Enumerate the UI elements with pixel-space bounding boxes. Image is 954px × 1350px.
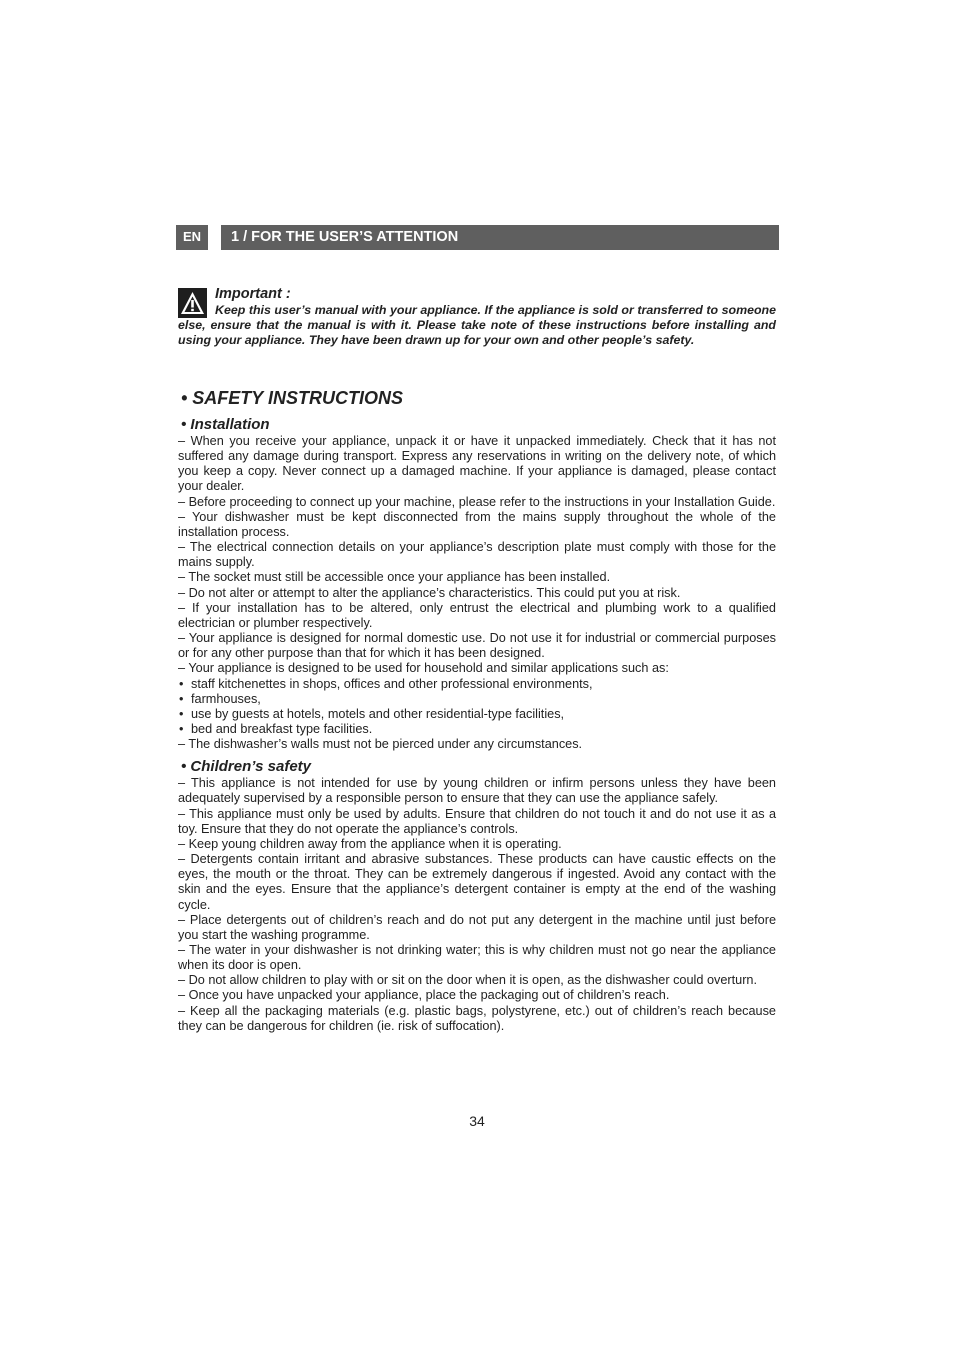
warning-triangle-icon (178, 288, 207, 318)
bullet-item: • use by guests at hotels, motels and other residential-type facilities, (178, 707, 776, 722)
children-paragraph: – This appliance must only be used by adults. Ensure that children do not touch it and do not use it as a toy. Ensure that they do not operate the appliance’s controls. (178, 806, 776, 836)
installation-paragraph: – When you receive your appliance, unpack it or have it unpacked immediately. Check that it has not suffered any damage during transport. Express any reservations in writing on the delivery note, of which you keep a copy. Never connect up a damaged machine. If your appliance is damaged, please contact your dealer. (178, 434, 776, 494)
installation-paragraph: – The electrical connection details on your appliance’s description plate must comply with those for the mains supply. (178, 540, 776, 570)
bullet-item: • staff kitchenettes in shops, offices and other professional environments, (178, 677, 776, 692)
installation-paragraph: – Do not alter or attempt to alter the appliance’s characteristics. This could put you at risk. (178, 585, 681, 600)
children-paragraph: – Detergents contain irritant and abrasive substances. These products can have caustic effects on the eyes, the mouth or the throat. They can be extremely dangerous if ingested. Avoid any contact with the skin and the eyes. Ensure that the appliance’s detergent container is empty at the end of the washing cycle. (178, 852, 776, 912)
children-paragraph: – Do not allow children to play with or sit on the door when it is open, as the dishwasher could overturn. (178, 973, 758, 988)
children-paragraph: – The water in your dishwasher is not drinking water; this is why children must not go near the appliance when its door is open. (178, 943, 776, 973)
section-title: 1 / FOR THE USER’S ATTENTION (221, 225, 779, 250)
bullet-item: • farmhouses, (178, 692, 776, 707)
installation-paragraph: – Your dishwasher must be kept disconnected from the mains supply throughout the whole of the installation process. (178, 509, 776, 539)
children-paragraph: – Place detergents out of children’s reach and do not put any detergent in the machine until just before you start the washing programme. (178, 912, 776, 942)
page-number: 34 (469, 1113, 485, 1129)
important-text: Keep this user’s manual with your appliance. If the appliance is sold or transferred to someone else, ensure that the manual is with it. Please take note of these instructions before installing and using your appliance. They have been drawn up for your own and other people’s safety. (178, 303, 776, 348)
safety-instructions (178, 386, 776, 1034)
children-paragraph: – Once you have unpacked your appliance, place the packaging out of children’s reach. (178, 988, 670, 1003)
installation-paragraph: – Your appliance is designed for normal domestic use. Do not use it for industrial or commercial purposes or for any other purpose than that for which it has been designed. (178, 631, 776, 661)
bullet-item: • bed and breakfast type facilities. (178, 722, 776, 737)
children-paragraph: – Keep all the packaging materials (e.g. plastic bags, polystyrene, etc.) out of children’s reach because they can be dangerous for children (ie. risk of suffocation). (178, 1003, 776, 1033)
installation-paragraph: – If your installation has to be altered, only entrust the electrical and plumbing work to a qualified electrician or plumber respectively. (178, 600, 776, 630)
installation-heading: • Installation (181, 416, 270, 433)
children-paragraph: – Keep young children away from the appliance when it is operating. (178, 836, 562, 851)
childrens-safety-heading: • Children’s safety (181, 758, 312, 776)
installation-paragraph: – Before proceeding to connect up your machine, please refer to the instructions in your Installation Guide. (178, 494, 776, 509)
section-header (176, 225, 779, 250)
installation-paragraph: – The socket must still be accessible once your appliance has been installed. (178, 570, 611, 585)
important-heading: Important : (215, 286, 291, 302)
children-paragraph: – This appliance is not intended for use by young children or infirm persons unless they have been adequately supervised by a responsible person to ensure that they can use the appliance safely. (178, 776, 776, 806)
language-badge: EN (176, 225, 208, 250)
important-notice (178, 285, 776, 349)
installation-paragraph: – Your appliance is designed to be used for household and similar applications such as: (178, 661, 669, 676)
installation-paragraph: – The dishwasher’s walls must not be pierced under any circumstances. (178, 737, 583, 752)
safety-instructions-title: • SAFETY INSTRUCTIONS (181, 388, 403, 408)
